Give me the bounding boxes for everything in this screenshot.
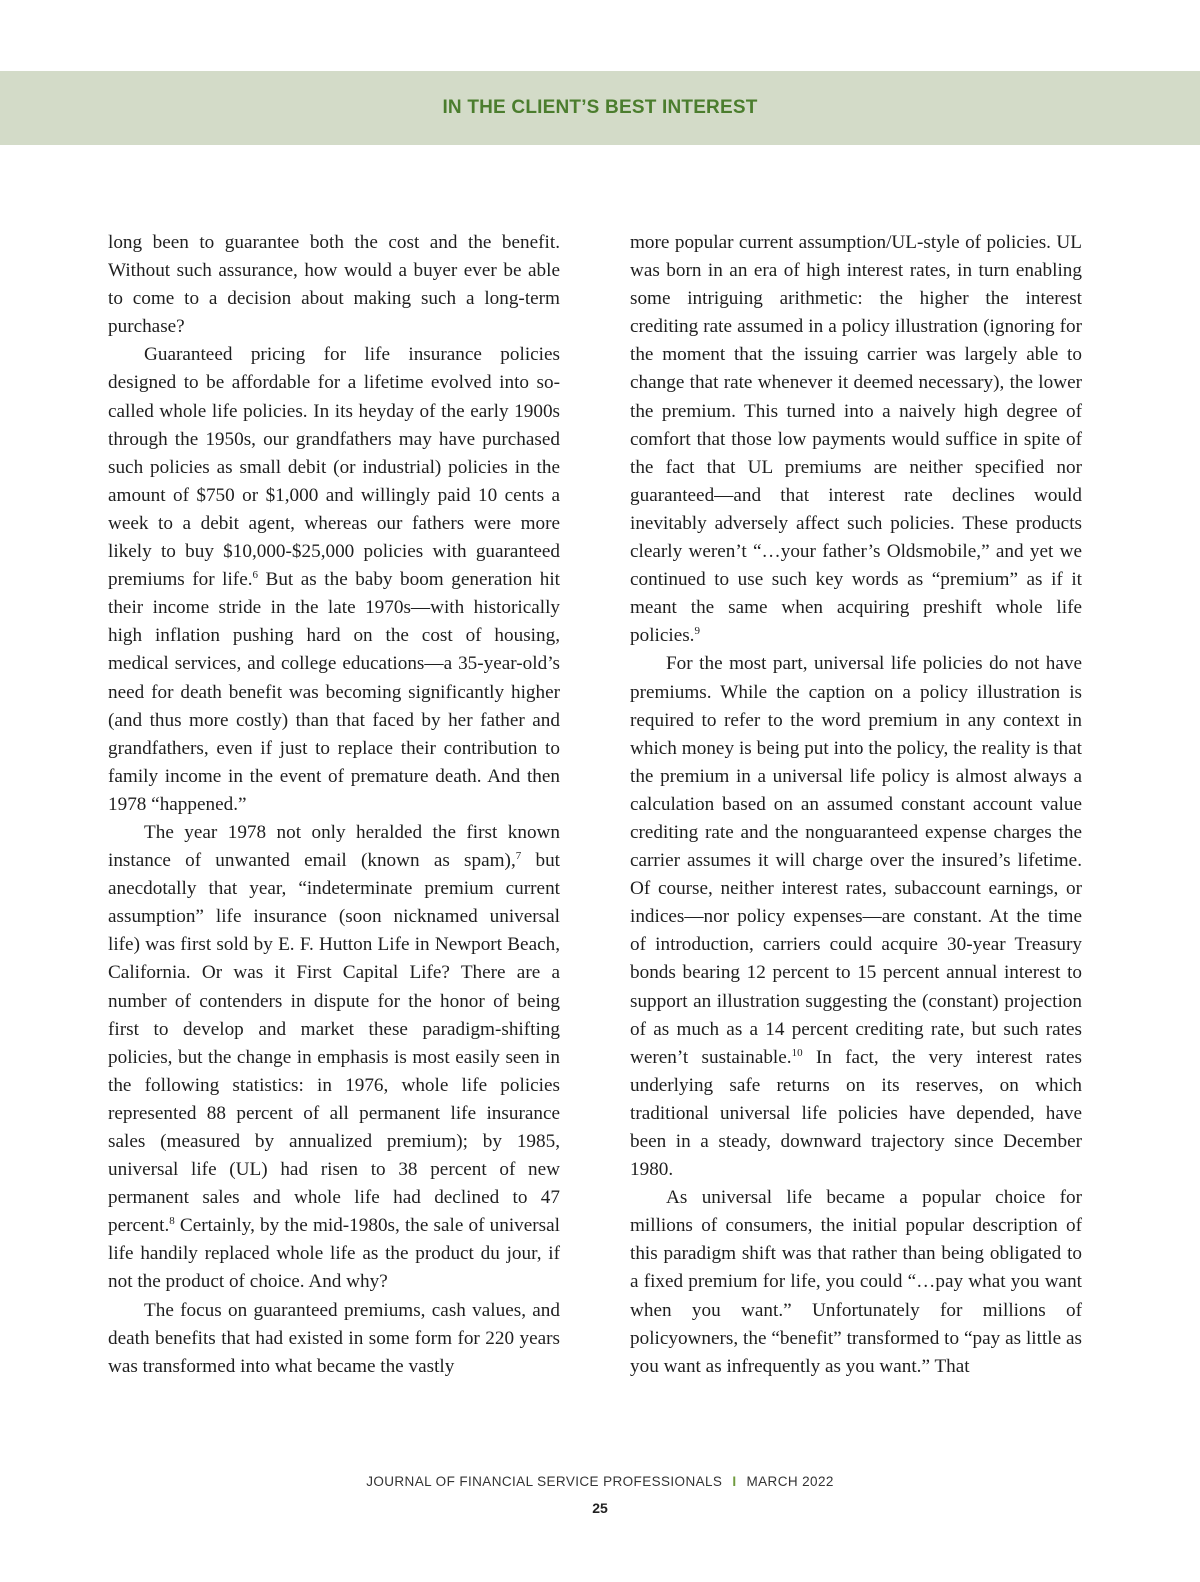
paragraph bbox=[630, 229, 1082, 650]
text-run: more popular current assumption/UL-style of policies. UL was born in an era of high interest rates, in turn enabling some intriguing arithmetic: the higher the interest crediting rate assumed in a policy illustration (ignoring for the moment that the issuing carrier was largely able to change that rate whenever it deemed necessary), the lower the premium. This turned into a naively high degree of comfort that those low payments would suffice in spite of the fact that UL premiums are neither specified nor guaranteed—and that interest rate declines would inevitably adversely affect such policies. These products clearly weren’t “…your father’s Oldsmobile,” and yet we continued to use such key words as “premium” as if it meant the same when acquiring preshift whole life policies. bbox=[630, 232, 1082, 647]
issue-date: MARCH 2022 bbox=[746, 1474, 834, 1489]
section-title: IN THE CLIENT’S BEST INTEREST bbox=[442, 97, 758, 118]
text-run: Certainly, by the mid-1980s, the sale of universal life handily replaced whole life as the product du jour, if not the product of choice. And why? bbox=[108, 1215, 560, 1293]
page-number: 25 bbox=[592, 1500, 608, 1516]
right-column bbox=[630, 229, 1082, 1381]
left-column bbox=[108, 229, 560, 1381]
text-run: But as the baby boom generation hit their income stride in the late 1970s—with historically high inflation pushing hard on the cost of housing, medical services, and college educations—a 35-year-old’s need for death benefit was becoming significantly higher (and thus more costly) than that faced by her father and grandfathers, even if just to replace their contribution to family income in the event of premature death. And then 1978 “happened.” bbox=[108, 569, 560, 815]
text-run: but anecdotally that year, “indeterminate premium current assumption” life insurance (soon nicknamed universal life) was first sold by E. F. Hutton Life in Newport Beach, California. Or was it First Capital Life? There are a number of contenders in dispute for the honor of being first to develop and market these paradigm-shifting policies, but the change in emphasis is most easily seen in the following statistics: in 1976, whole life policies represented 88 percent of all permanent life insurance sales (measured by annualized premium); by 1985, universal life (UL) had risen to 38 percent of new permanent sales and whole life had declined to 47 percent. bbox=[108, 850, 560, 1237]
paragraph: long been to guarantee both the cost and the benefit. Without such assurance, how would a buyer ever be able to come to a decision about making such a long-term purchase? bbox=[108, 232, 560, 338]
footnote-ref: 9 bbox=[694, 625, 700, 638]
text-run: In fact, the very interest rates underlying safe returns on its reserves, on which traditional universal life policies have depended, have been in a steady, downward trajectory since December 1980. bbox=[630, 1046, 1082, 1181]
footnote-ref: 7 bbox=[515, 850, 522, 863]
paragraph bbox=[108, 341, 560, 819]
text-run: For the most part, universal life policies do not have premiums. While the caption on a policy illustration is required to refer to the word premium in any context in which money is being put into the policy, the reality is that the premium in a universal life policy is almost always a calculation based on an assumed constant account value crediting rate and the nonguaranteed expense charges the carrier assumes it will charge over the insured’s lifetime. Of course, neither interest rates, subaccount earnings, or indices—nor policy expenses—are constant. At the time of introduction, carriers could acquire 30-year Treasury bonds bearing 12 percent to 15 percent annual interest to support an illustration suggesting the (constant) projection of as much as a 14 percent crediting rate, but such rates weren’t sustainable. bbox=[630, 653, 1082, 1068]
footer bbox=[0, 1474, 1200, 1489]
paragraph bbox=[630, 650, 1082, 1184]
text-run: The year 1978 not only heralded the first known instance of unwanted email (known as spam), bbox=[108, 821, 560, 872]
text-run: Guaranteed pricing for life insurance policies designed to be affordable for a lifetime evolved into so-called whole life policies. In its heyday of the early 1900s through the 1950s, our grandfathers may have purchased such policies as small debit (or industrial) policies in the amount of $750 or $1,000 and willingly paid 10 cents a week to a debit agent, whereas our fathers were more likely to buy $10,000-$25,000 policies with guaranteed premiums for life. bbox=[108, 344, 560, 591]
paragraph: As universal life became a popular choice for millions of consumers, the initial popular description of this paradigm shift was that rather than being obligated to a fixed premium for life, you could “…pay what you want when you want.” Unfortunately for millions of policyowners, the “benefit” transformed to “pay as little as you want as infrequently as you want.” That bbox=[630, 1187, 1082, 1377]
footer-separator: I bbox=[732, 1474, 737, 1489]
paragraph: The focus on guaranteed premiums, cash values, and death benefits that had existed in some form for 220 years was transformed into what became the vastly bbox=[108, 1299, 560, 1377]
footnote-ref: 6 bbox=[252, 569, 259, 582]
footnote-ref: 10 bbox=[791, 1046, 803, 1059]
footnote-ref: 8 bbox=[169, 1215, 175, 1228]
paragraph bbox=[108, 819, 560, 1297]
header-banner bbox=[0, 71, 1200, 145]
journal-name: JOURNAL OF FINANCIAL SERVICE PROFESSIONALS bbox=[366, 1474, 723, 1489]
